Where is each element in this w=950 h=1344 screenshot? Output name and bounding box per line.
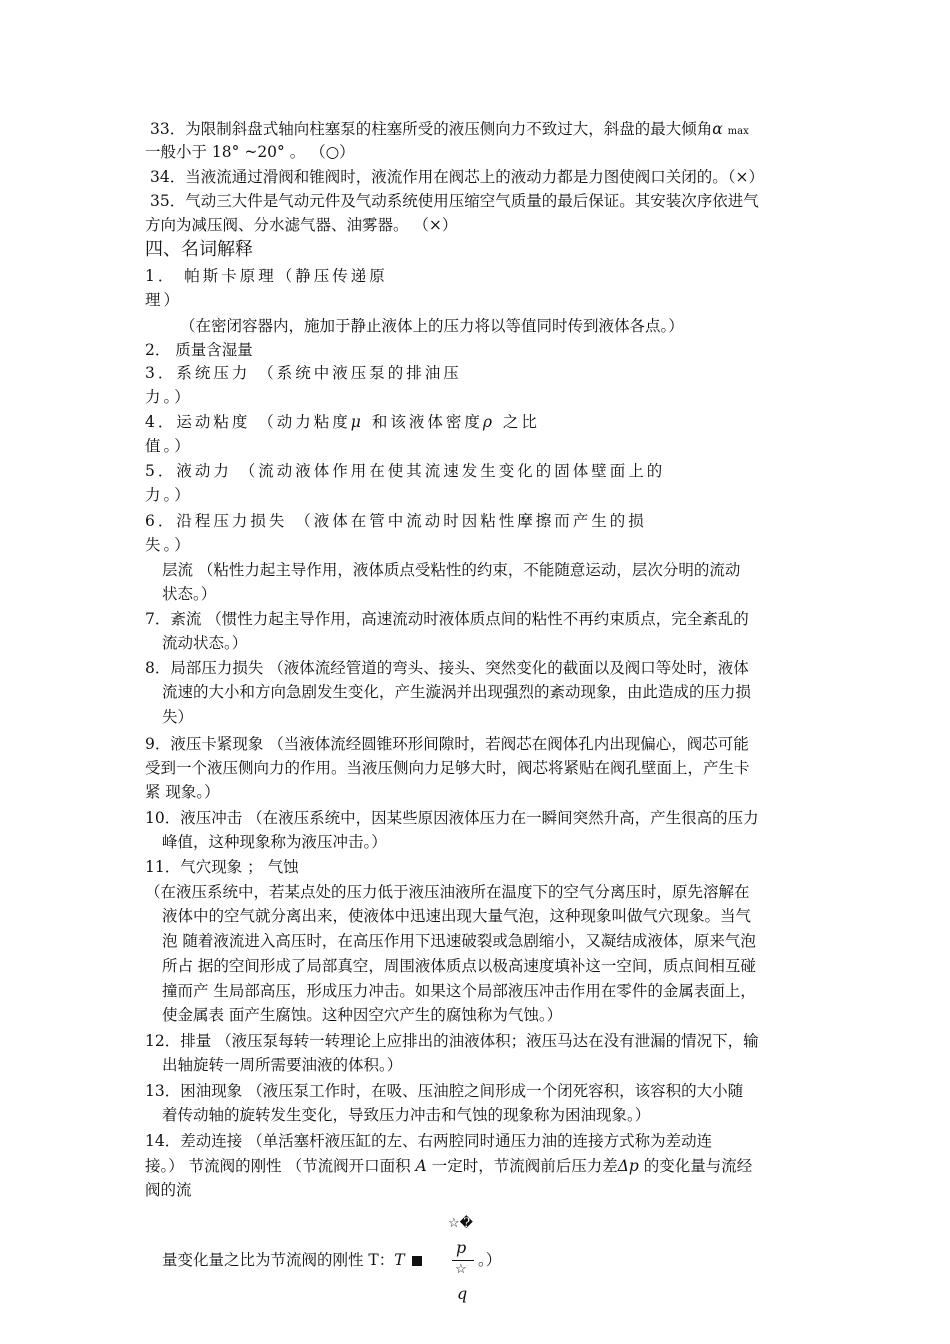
area-symbol: A	[415, 1157, 427, 1175]
delta-symbol: Δ	[617, 1157, 629, 1175]
term-3-line-1: 3．系统压力 （系统中液压泵的排油压	[145, 364, 462, 382]
term-11-line-6: 使金属表 面产生腐蚀。这种因空穴产生的腐蚀称为气蚀。）	[162, 1006, 563, 1024]
term-11-line-2: 液体中的空气就分离出来，使液体中迅速出现大量气泡，这种现象叫做气穴现象。当气	[162, 907, 752, 925]
fraction-numerator: p	[456, 1238, 467, 1257]
term-11-line-5: 撞而产 生局部高压，形成压力冲击。如果这个局部液压冲击作用在零件的金属表面上，	[162, 982, 756, 1000]
term-8-line-3: 失）	[162, 708, 194, 726]
fraction-top-mark: ☆�	[448, 1216, 473, 1231]
term-laminar-line-2: 状态。）	[162, 585, 217, 603]
term-2: 2． 质量含湿量	[145, 341, 253, 359]
term-14-line-2: 接。） 节流阀的刚性 （节流阀开口面积 A 一定时，节流阀前后压力差Δp 的变化量与流经	[145, 1157, 753, 1175]
term-10-line-2: 峰值，这种现象称为液压冲击。）	[162, 833, 387, 851]
term-11-line-1: （在液压系统中，若某点处的压力低于液压油液所在温度下的空气分离压时，原先溶解在	[145, 883, 750, 901]
term-14-line-1: 14．差动连接 （单活塞杆液压缸的左、右两腔同时通压力油的连接方式称为差动连	[145, 1132, 713, 1150]
mu-symbol: μ	[350, 413, 364, 431]
term-10-line-1: 10．液压冲击 （在液压系统中，因某些原因液体压力在一瞬间突然升高，产生很高的压力	[145, 809, 759, 827]
term-4-line-2: 值。）	[145, 437, 193, 455]
stiffness-formula-line: 量变化量之比为节流阀的刚性 T：T	[162, 1249, 424, 1271]
term-9-line-2: 受到一个液压侧向力的作用。当液压侧向力足够大时，阀芯将紧贴在阀孔壁面上，产生卡	[145, 759, 750, 777]
term-3-line-2: 力。）	[145, 388, 193, 406]
term-6-line-2: 失。）	[145, 536, 193, 554]
term-7-line-1: 7．紊流 （惯性力起主导作用，高速流动时液体质点间的粘性不再约束质点，完全紊乱的	[145, 610, 749, 628]
term-11-line-4: 所占 据的空间形成了局部真空，周围液体质点以极高速度填补这一空间，质点间相互碰	[162, 957, 756, 975]
term-12-line-2: 出轴旋转一周所需要油液的体积。）	[162, 1056, 403, 1074]
term-8-line-2: 流速的大小和方向急剧发生变化，产生漩涡并出现强烈的紊动现象，由此造成的压力损	[162, 683, 752, 701]
equals-mark-icon	[412, 1256, 422, 1266]
term-14-line-3: 阀的流	[145, 1181, 192, 1199]
pressure-symbol: p	[628, 1157, 639, 1175]
fraction-mid-mark: ☆	[455, 1262, 467, 1277]
term-9-line-3: 紧 现象。）	[145, 783, 220, 801]
term-4-line-1: 4．运动粘度 （动力粘度μ 和该液体密度ρ 之比	[145, 413, 540, 431]
term-13-line-2: 着传动轴的旋转发生变化，导致压力冲击和气蚀的现象称为困油现象。）	[162, 1106, 651, 1124]
term-11-title: 11．气穴现象 ； 气蚀	[145, 858, 299, 876]
section-heading: 四、名词解释	[145, 239, 253, 260]
item-33-line-1: 33．为限制斜盘式轴向柱塞泵的柱塞所受的液压侧向力不致过大，斜盘的最大倾角α max	[150, 120, 749, 138]
item-35-line-2: 方向为减压阀、分水滤气器、油雾器。 （×）	[145, 216, 458, 234]
term-laminar-line-1: 层流 （粘性力起主导作用，液体质点受粘性的约束，不能随意运动，层次分明的流动	[162, 561, 741, 579]
term-13-line-1: 13．困油现象 （液压泵工作时，在吸、压油腔之间形成一个闭死容积，该容积的大小随	[145, 1082, 744, 1100]
alpha-symbol: α	[712, 120, 723, 138]
term-11-line-3: 泡 随着液流进入高压时，在高压作用下迅速破裂或急剧缩小，又凝结成液体，原来气泡	[162, 932, 756, 950]
fraction-denominator: q	[457, 1284, 468, 1303]
term-8-line-1: 8．局部压力损失 （液体流经管道的弯头、接头、突然变化的截面以及阀口等处时，液体	[145, 659, 749, 677]
term-5-line-1: 5．液动力 （流动液体作用在使其流速发生变化的固体壁面上的	[145, 462, 666, 480]
term-5-line-2: 力。）	[145, 486, 193, 504]
term-12-line-1: 12．排量 （液压泵每转一转理论上应排出的油液体积；液压马达在没有泄漏的情况下，输	[145, 1032, 759, 1050]
term-1-line-1: 1． 帕斯卡原理（静压传递原	[145, 267, 388, 285]
stiffness-symbol: T	[394, 1251, 405, 1269]
item-33-line-2: 一般小于 18° ~20° 。 （○）	[145, 143, 355, 161]
fraction-bar	[452, 1260, 474, 1261]
term-6-line-1: 6．沿程压力损失 （液体在管中流动时因粘性摩擦而产生的损	[145, 512, 647, 530]
term-7-line-2: 流动状态。）	[162, 634, 248, 652]
term-9-line-1: 9．液压卡紧现象 （当液体流经圆锥环形间隙时，若阀芯在阀体孔内出现偏心，阀芯可能	[145, 735, 749, 753]
item-34: 34．当液流通过滑阀和锥阀时，液流作用在阀芯上的液动力都是力图使阀口关闭的。（×）	[150, 168, 764, 186]
formula-end: 。）	[478, 1251, 502, 1269]
alpha-subscript: max	[727, 126, 749, 137]
rho-symbol: ρ	[482, 413, 495, 431]
item-35-line-1: 35．气动三大件是气动元件及气动系统使用压缩空气质量的最后保证。其安装次序依进气	[150, 192, 759, 210]
term-1-line-2: 理）	[145, 291, 183, 309]
term-1-definition: （在密闭容器内，施加于静止液体上的压力将以等值同时传到液体各点。）	[180, 317, 684, 335]
